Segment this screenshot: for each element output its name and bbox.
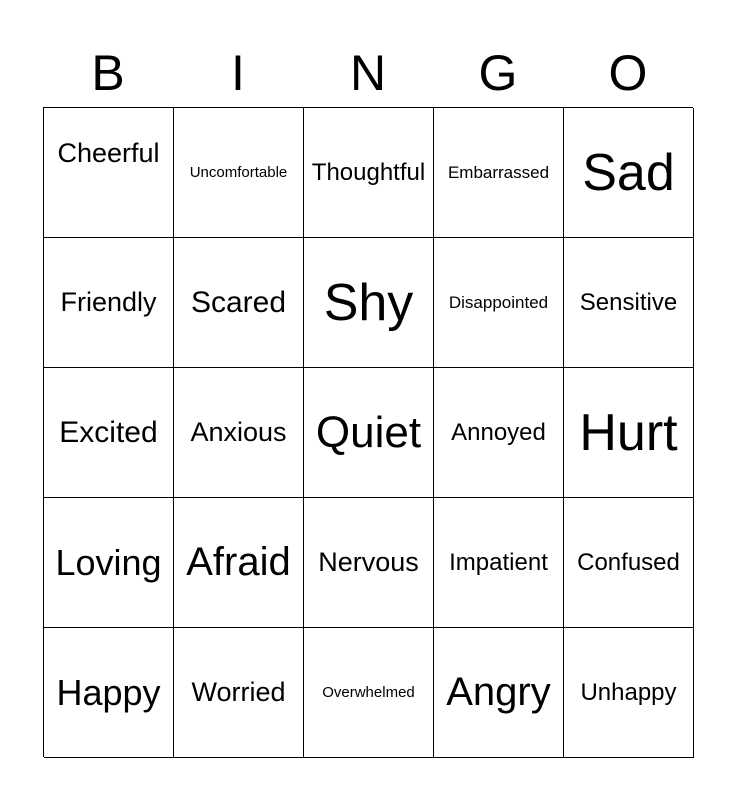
bingo-cell: Hurt [564, 368, 694, 498]
bingo-cell: Angry [434, 628, 564, 758]
bingo-cell: Anxious [174, 368, 304, 498]
bingo-cell: Disappointed [434, 238, 564, 368]
bingo-cell: Overwhelmed [304, 628, 434, 758]
bingo-cell: Nervous [304, 498, 434, 628]
header-letter: N [349, 45, 387, 101]
bingo-grid [43, 107, 693, 757]
bingo-cell: Loving [44, 498, 174, 628]
header-letter: B [91, 45, 125, 101]
bingo-cell: Impatient [434, 498, 564, 628]
bingo-cell: Cheerful [44, 108, 174, 238]
bingo-cell: Unhappy [564, 628, 694, 758]
header-letter: O [608, 45, 648, 101]
bingo-cell: Thoughtful [304, 108, 434, 238]
bingo-header [43, 40, 693, 106]
bingo-cell: Afraid [174, 498, 304, 628]
bingo-cell: Shy [304, 238, 434, 368]
bingo-cell: Scared [174, 238, 304, 368]
bingo-cell: Uncomfortable [174, 108, 304, 238]
bingo-cell: Confused [564, 498, 694, 628]
bingo-cell: Annoyed [434, 368, 564, 498]
bingo-cell: Worried [174, 628, 304, 758]
bingo-cell: Friendly [44, 238, 174, 368]
bingo-cell: Excited [44, 368, 174, 498]
header-letter: G [478, 45, 518, 101]
header-letter: I [231, 45, 245, 101]
bingo-cell: Happy [44, 628, 174, 758]
bingo-cell: Sad [564, 108, 694, 238]
bingo-cell: Sensitive [564, 238, 694, 368]
bingo-cell: Embarrassed [434, 108, 564, 238]
bingo-cell: Quiet [304, 368, 434, 498]
